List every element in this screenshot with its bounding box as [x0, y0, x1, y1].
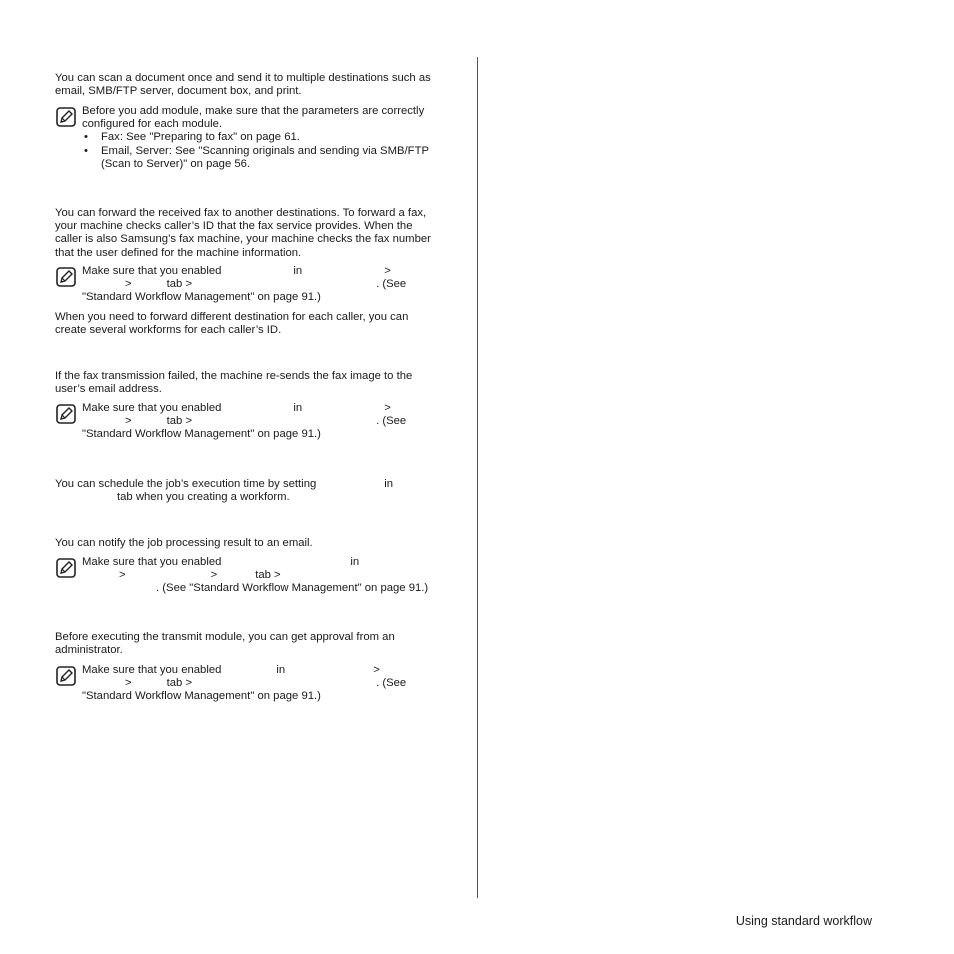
- note-notify-text: Make sure that you enabled in > > tab > . (See "Standard Workflow Management" on page 91.): [82, 556, 429, 595]
- note-resend-text: Make sure that you enabled in > > tab > . (See "Standard Workflow Management" on page 91.): [82, 402, 407, 441]
- note-approval-text: Make sure that you enabled in > > tab > . (See "Standard Workflow Management" on page 91.): [82, 664, 407, 703]
- note-pencil-icon: [56, 404, 76, 424]
- column-divider: [477, 57, 478, 898]
- resend-paragraph: If the fax transmission failed, the machine re-sends the fax image to the user’s email address.: [55, 370, 413, 396]
- forward-paragraph-2: When you need to forward different destination for each caller, you can create several workforms for each caller’s ID.: [55, 311, 409, 337]
- multi-dest-paragraph: You can scan a document once and send it to multiple destinations such as email, SMB/FTP server, document box, and print.: [55, 72, 431, 98]
- approval-paragraph: Before executing the transmit module, you can get approval from an administrator.: [55, 631, 395, 657]
- note-pencil-icon: [56, 666, 76, 686]
- note-forward-text: Make sure that you enabled in > > tab > . (See "Standard Workflow Management" on page 91.): [82, 265, 407, 304]
- note-pencil-icon: [56, 107, 76, 127]
- note-pencil-icon: [56, 267, 76, 287]
- forward-paragraph: You can forward the received fax to another destinations. To forward a fax, your machine checks caller’s ID that the fax service provides. When the caller is also Samsung’s fax machine, your machine checks the fax number that the user defined for the machine information.: [55, 207, 431, 259]
- bullet-item: • Email, Server: See "Scanning originals and sending via SMB/FTP: [84, 144, 430, 157]
- schedule-paragraph: You can schedule the job’s execution time by setting in tab when you creating a workform.: [55, 478, 394, 504]
- note-multi-text: Before you add module, make sure that the parameters are correctly configured for each module. • Fax: See "Preparing to fax" on page 61. • Email, Server: See "Scanning originals and sending via SMB/FTP (Scan to Server)" on page 56.: [82, 105, 430, 170]
- bullet-item: • Fax: See "Preparing to fax" on page 61.: [84, 131, 300, 144]
- notify-paragraph: You can notify the job processing result to an email.: [55, 537, 313, 549]
- page-footer: Using standard workflow: [735, 914, 872, 928]
- note-pencil-icon: [56, 558, 76, 578]
